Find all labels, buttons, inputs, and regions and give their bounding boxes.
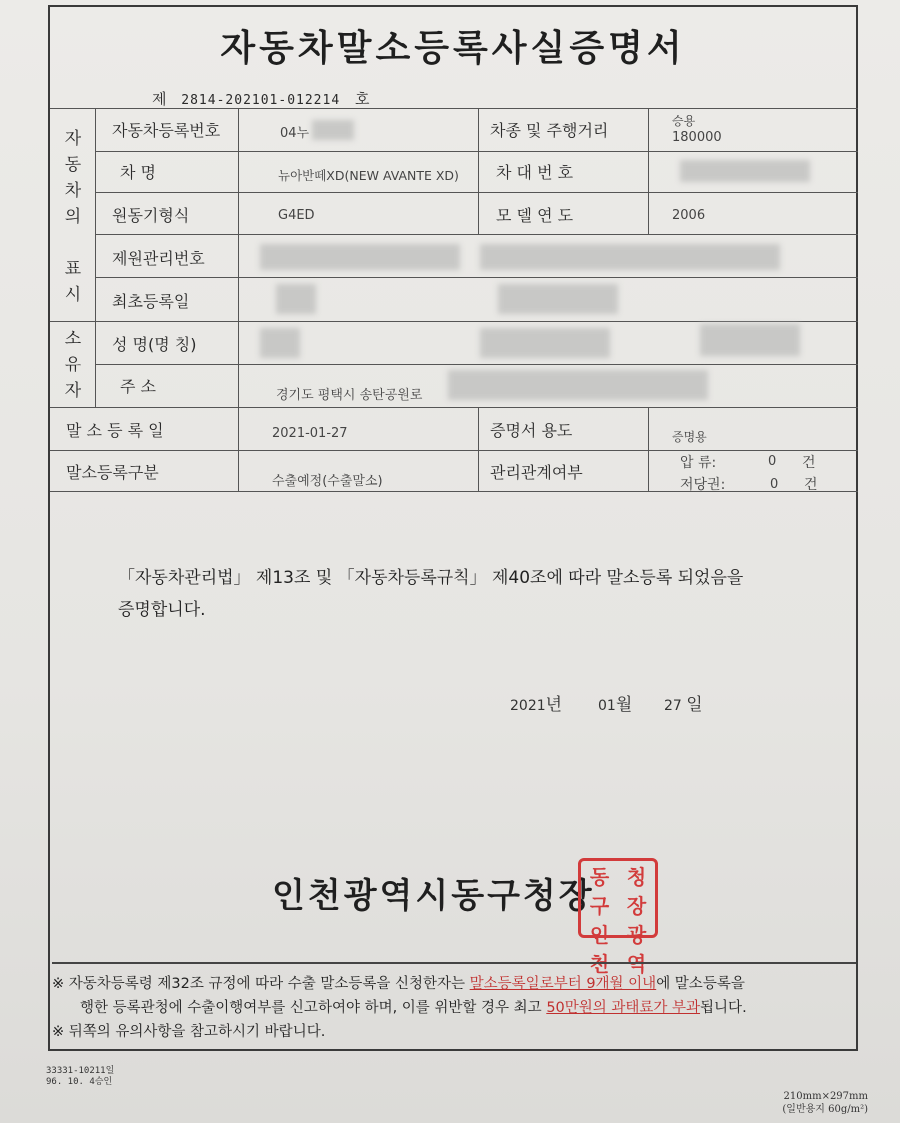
table-rule (478, 407, 479, 492)
mileage-value: 180000 (672, 130, 722, 145)
vehicle-name-label: 차 명 (120, 163, 156, 182)
address-value: 경기도 평택시 송탄공원로 (276, 388, 423, 403)
section-char: 동 (64, 155, 82, 175)
engine-type-label: 원동기형식 (112, 206, 190, 225)
year-unit: 년 (545, 695, 563, 715)
seal-char: 청장 (626, 865, 647, 918)
doc-number-value: 2814-202101-012214 (181, 93, 341, 108)
model-year-value: 2006 (672, 208, 706, 223)
purpose-label: 증명서 용도 (490, 421, 573, 440)
note-text: ※ 자동차등록령 제32조 규정에 따라 수출 말소등록을 신청한자는 (52, 976, 470, 992)
note-text: 됩니다. (700, 1000, 747, 1016)
table-rule (50, 108, 858, 109)
doc-number-prefix: 제 (152, 90, 167, 108)
section-owner (60, 326, 86, 404)
seal-char: 인천 (589, 923, 610, 976)
redacted-block (498, 284, 618, 314)
redacted-block (480, 244, 780, 270)
statement-line: 「자동차관리법」 제13조 및 「자동차등록규칙」 제40조에 따라 말소등록 되었음을 (118, 568, 744, 588)
table-rule (50, 321, 858, 322)
document-title: 자동차말소등록사실증명서 (220, 28, 686, 69)
section-char: 자 (64, 129, 82, 149)
table-rule (648, 407, 649, 492)
section-char: 유 (64, 355, 82, 375)
mortgage-count: 0 (770, 477, 779, 492)
redacted-block (276, 284, 316, 314)
section-gap (60, 230, 86, 256)
address-label: 주 소 (120, 377, 156, 396)
issuer-name: 인천광역시동구청장 (272, 876, 595, 916)
table-rule (648, 108, 649, 234)
year-value: 2021 (510, 698, 546, 714)
cancel-date-label: 말 소 등 록 일 (66, 421, 164, 440)
cancel-type-value: 수출예정(수출말소) (272, 474, 383, 489)
form-number-line: 33331-10211일 (46, 1066, 115, 1076)
note-highlight: 말소등록일로부터 9개월 이내 (469, 976, 657, 992)
section-char: 표 (64, 259, 82, 279)
chassis-no-label: 차 대 번 호 (496, 163, 574, 182)
redacted-block (260, 244, 460, 270)
day-unit: 일 (686, 695, 703, 715)
table-rule (478, 108, 479, 234)
paper-size-note (782, 1090, 868, 1116)
section-char: 의 (64, 207, 82, 227)
redacted-block (448, 370, 708, 400)
table-rule (50, 407, 858, 408)
registration-table (50, 108, 858, 492)
table-rule (50, 450, 858, 451)
notes-section (52, 962, 856, 1044)
note-line: ※ 뒤쪽의 유의사항을 참고하시기 바랍니다. (52, 1024, 326, 1040)
cancel-type-label: 말소등록구분 (66, 463, 159, 482)
statement-line: 증명합니다. (118, 600, 206, 620)
form-number-line: 96. 10. 4승인 (46, 1077, 113, 1087)
section-char: 시 (64, 285, 82, 305)
seizure-unit: 건 (802, 455, 816, 471)
mortgage-label: 저당권: (680, 477, 726, 493)
table-rule (238, 108, 239, 492)
doc-number-suffix: 호 (354, 90, 370, 108)
redacted-block (260, 328, 300, 358)
month-value: 01 (598, 698, 616, 714)
table-rule (50, 491, 858, 492)
first-reg-label: 최초등록일 (112, 292, 190, 311)
mgmt-relation-label: 관리관계여부 (490, 463, 583, 482)
form-number (46, 1066, 114, 1088)
table-rule (95, 151, 858, 152)
mortgage-unit: 건 (804, 477, 818, 493)
issue-year (510, 690, 562, 715)
redacted-block (700, 324, 800, 356)
document-number (152, 88, 379, 109)
section-vehicle-display (60, 126, 86, 308)
note-line (52, 996, 856, 1020)
paper-size-line: 210mm×297mm (783, 1091, 868, 1102)
reg-no-label: 자동차등록번호 (112, 121, 221, 140)
vehicle-type-value: 승용 (672, 114, 696, 128)
official-seal-icon (578, 858, 658, 976)
day-value: 27 (664, 698, 682, 714)
note-text: 행한 등록관청에 수출이행여부를 신고하여야 하며, 이를 위반할 경우 최고 (80, 1000, 547, 1016)
model-year-label: 모 델 연 도 (496, 206, 574, 225)
redacted-block (680, 160, 810, 182)
table-rule (95, 192, 858, 193)
table-rule (95, 108, 96, 407)
seal-char: 광역 (626, 923, 647, 976)
spec-no-label: 제원관리번호 (112, 249, 205, 268)
note-highlight: 50만원의 과태료가 부과 (546, 1000, 701, 1016)
note-line (52, 972, 856, 996)
section-char: 자 (64, 381, 82, 401)
seizure-label: 압 류: (680, 455, 717, 471)
vehicle-name-value: 뉴아반떼XD(NEW AVANTE XD) (278, 168, 459, 183)
table-rule (95, 234, 858, 235)
purpose-value: 증명용 (672, 430, 707, 444)
reg-no-value: 04누 (280, 126, 310, 141)
section-char: 소 (64, 329, 82, 349)
redacted-block (480, 328, 610, 358)
owner-name-label: 성 명(명 칭) (112, 335, 197, 354)
type-mileage-label: 차종 및 주행거리 (490, 121, 609, 140)
issue-day (664, 690, 703, 715)
certification-statement (118, 562, 798, 626)
issue-month (598, 690, 632, 715)
section-char: 차 (64, 181, 82, 201)
seal-char: 동구 (589, 865, 610, 918)
redacted-block (312, 120, 354, 140)
cancel-date-value: 2021-01-27 (272, 426, 348, 441)
note-text: 에 말소등록을 (656, 976, 745, 992)
month-unit: 월 (615, 695, 633, 715)
table-rule (95, 364, 858, 365)
seizure-count: 0 (768, 454, 777, 469)
table-rule (95, 277, 858, 278)
engine-type-value: G4ED (278, 208, 315, 223)
paper-size-line: (일반용지 60g/m²) (782, 1104, 868, 1115)
